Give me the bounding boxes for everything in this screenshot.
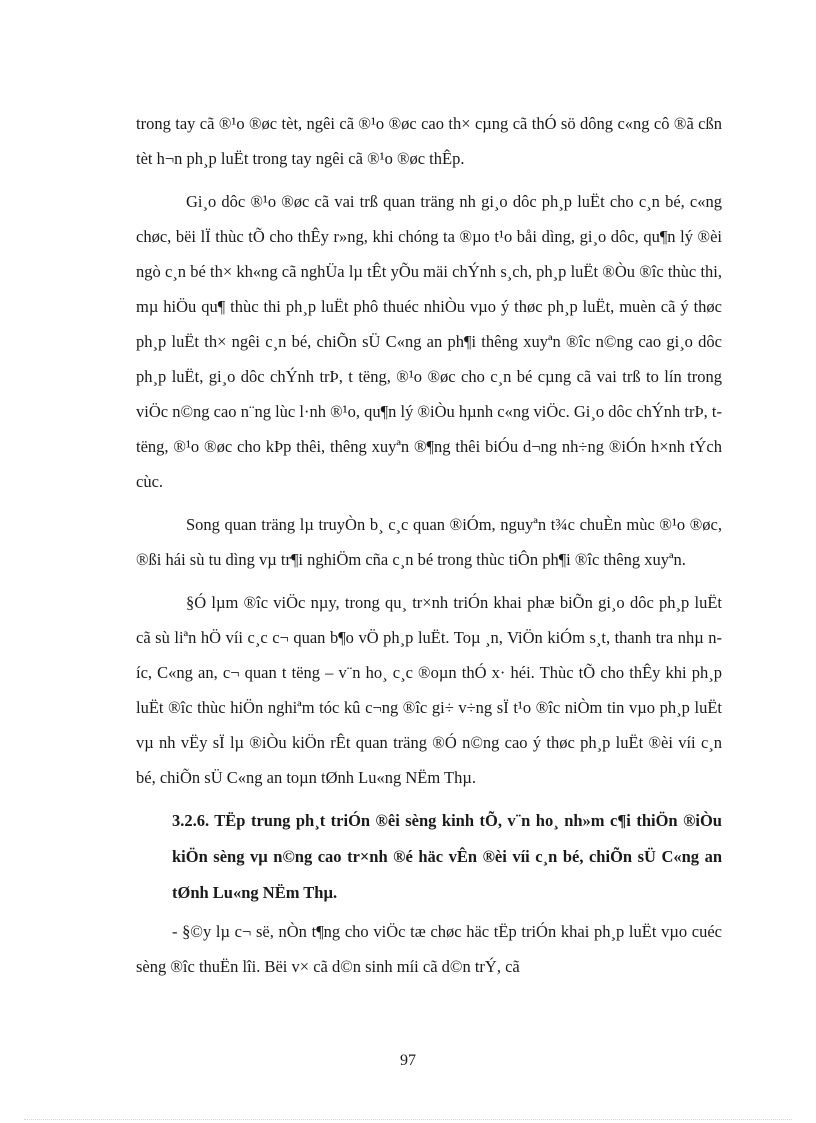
text-line: §Ó lµm ®îc viÖc nµy, trong qu¸ tr×nh triÓn khai phæ biÕn gi¸o (186, 593, 625, 612)
text-line: Gi¸o dôc ®¹o ®øc cã vai trß quan träng nh gi¸o dôc ph¸p luËt cho (186, 192, 634, 211)
text-line: tiÔn ph¶i ®îc thêng xuyªn. (508, 550, 686, 569)
text-line: - §©y lµ c¬ së, nÒn t¶ng cho viÖc tæ chøc häc tËp triÓn khai ph¸p (172, 922, 625, 941)
text-line: c¬ng ®îc gi÷ v÷ng sÏ t¹o ®îc niÒm tin vµo ph¸p luËt vµ nh vËy sÏ lµ (136, 698, 723, 752)
paragraph-2 (136, 184, 722, 499)
paragraph-4 (136, 585, 722, 795)
text-line: chÝnh s¸ch, ph¸p luËt ®Òu ®îc thùc thi, mµ hiÖu qu¶ thùc thi ph¸p luËt (136, 262, 722, 316)
text-line: Gi¸o dôc chÝnh trÞ, t tëng, ®¹o ®øc cho kÞp thêi, thêng xuyªn ®¶ng thêi (136, 402, 722, 456)
text-line: thÓ x· héi. Thùc tÕ cho thÊy khi ph¸p luËt ®îc thùc hiÖn nghiªm tóc kû (136, 663, 723, 717)
page-number: 97 (400, 1052, 416, 1069)
text-line: ®iÒu kiÖn rÊt quan träng ®Ó n©ng cao ý thøc ph¸p luËt ®èi víi c¸n bé, (136, 733, 723, 787)
paragraph-3 (136, 507, 722, 577)
section-heading (136, 803, 722, 911)
heading-line: bé, chiÕn sÜ C«ng an tØnh Lu«ng NËm Thµ. (172, 847, 723, 902)
paragraph-5 (136, 914, 722, 984)
text-line: luËt, gi¸o dôc chÝnh trÞ, t tëng, ®¹o ®øc cho c¸n bé cµng cã vai trß to lín (171, 367, 682, 386)
text-line: dôc ph¸p luËt cã sù liªn hÖ víi c¸c c¬ quan b¶o vÖ ph¸p luËt. Toµ ¸n, ViÖn (136, 593, 722, 647)
text-line: c«ng cô ®ã cßn tèt h¬n ph¸p luËt trong tay ngêi cã ®¹o ®øc thÊp. (136, 114, 723, 168)
body-text (136, 106, 722, 992)
page-bottom-divider (24, 1119, 792, 1120)
text-line: kiÓm s¸t, thanh tra nhµ níc, C«ng an, c¬ quan t tëng – v¨n ho¸ c¸c ®oµn (136, 628, 723, 682)
text-line: mùc ®¹o ®øc, ®ßi hái sù tu dìng vµ tr¶i nghiÖm cña c¸n bé trong thùc (136, 515, 722, 569)
text-line: c¸n bé, chiÕn sÜ C«ng an ph¶i thêng xuyªn ®îc n©ng cao gi¸o dôc ph¸p (136, 332, 723, 386)
text-line: phô thuéc nhiÒu vµo ý thøc ph¸p luËt, muèn cã ý thøc ph¸p luËt th× ngêi (136, 297, 722, 351)
paragraph-1 (136, 106, 722, 176)
text-line: Song quan träng lµ truyÒn b¸ c¸c quan ®iÓm, nguyªn t¾c chuÈn (186, 515, 622, 534)
text-line: dìng, gi¸o dôc, qu¶n lý ®èi ngò c¸n bé th× kh«ng cã nghÜa lµ tÊt yÕu mäi (136, 227, 722, 281)
heading-line: 3.2.6. TËp trung ph¸t triÓn ®êi sèng kinh tÕ, v¨n ho¸ nh»m c¶i (172, 811, 631, 830)
text-line: trong tay cã ®¹o ®øc tèt, ngêi cã ®¹o ®øc cao th× cµng cã thÓ sö dông (136, 114, 614, 133)
text-line: c¸n bé, c«ng chøc, bëi lÏ thùc tÕ cho thÊy r»ng, khi chóng ta ®µo t¹o båi (136, 192, 722, 246)
text-line: luËt vµo cuéc sèng ®îc thuËn lîi. Bëi v× cã d©n sinh míi cã d©n trÝ, cã (136, 922, 722, 976)
heading-line: thiÖn ®iÒu kiÖn sèng vµ n©ng cao tr×nh ®é häc vÊn ®èi víi c¸n (172, 811, 722, 866)
text-line: biÓu d¬ng nh÷ng ®iÓn h×nh tÝch cùc. (136, 437, 723, 491)
text-line: chiÕn sÜ C«ng an toµn tØnh Lu«ng NËm Thµ. (159, 768, 476, 787)
text-line: trong viÖc n©ng cao n¨ng lùc l·nh ®¹o, qu¶n lý ®iÒu hµnh c«ng viÖc. (136, 367, 723, 421)
